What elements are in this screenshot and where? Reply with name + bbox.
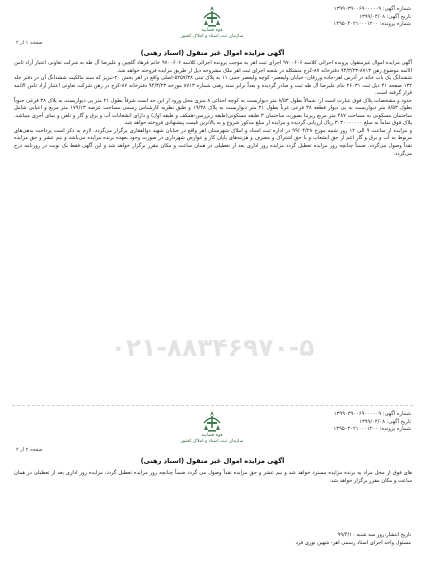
judiciary-emblem-icon bbox=[199, 4, 225, 28]
notice1-emblem bbox=[170, 4, 254, 40]
notice2-reference bbox=[261, 411, 411, 434]
notice-divider bbox=[12, 405, 413, 406]
page-label: صفحه ۱ از ۲ bbox=[16, 40, 43, 46]
notice1-title: آگهی مزایده اموال غیر منقول (اسناد رهنی) bbox=[140, 49, 285, 57]
paragraph: های فوق از محل مزاد به برنده مزایده مسترد خواهد شد و نیم عشر و حق مزایده نقداً وصول می گردد ضمناً چنانچه روز مزایده تعطیل گردد، مزایده روز اداری بعد از تعطیلی در همان ساعت و مکان مقرر برگزار خواهد شد. bbox=[14, 470, 412, 484]
emblem-caption-2: سازمان ثبت اسناد و املاک کشور bbox=[180, 34, 244, 39]
page-label: صفحه ۲ از ۲ bbox=[16, 447, 43, 453]
notice-date: تاریخ آگهی: ۱۳۹۹/۰۴/۰۸ bbox=[359, 418, 411, 425]
publication-date: تاریخ انتشار:روز سه شنبه ۹۹/۴/۱۰ bbox=[337, 532, 411, 538]
paragraph: آگهی مزایده اموال غیرمنقول پرونده اجرائی کلاسه ۹۷۰۰۶۰۶ اجرای ثبت اهر به موجب پرونده اجرائی کلاسه ۹۷۰۰۶۰۶ خانم فرهاد گلچین و علیرضا آل طه به شرکت تعاونی اعتبار آزاد ثامن الائمه موضوع رهن ۸۷۱۳-۹۴/۳/۲۳ دفترخانه ۸۷-کرج متشکله در شعبه اجرای ثبت اهر ملک مشروحه ذیل از طریق مزایده فروخته خواهد شد. bbox=[14, 60, 412, 74]
notice2-title: آگهی مزایده اموال غیر منقول (اسناد رهنی) bbox=[140, 457, 285, 465]
emblem-caption-1: قوه قضاییه bbox=[201, 28, 223, 33]
emblem-caption-2: سازمان ثبت اسناد و املاک کشور bbox=[180, 439, 244, 444]
official-signature: مسئول واحد اجرای اسناد رسمی اهر- شهین نوری فرد bbox=[295, 539, 411, 546]
phone-watermark: ۰۲۱-۸۸۳۴۶۹۷۰-۵ bbox=[110, 333, 315, 362]
judiciary-emblem-icon bbox=[199, 409, 225, 433]
notice-number: شماره آگهی: ۱۳۹۹۰۳۹۰۰۶۹۰۰۰۰۰۹ bbox=[333, 6, 411, 12]
notice2-emblem bbox=[170, 409, 254, 445]
paragraph: و مزایده از ساعت ۹ الی ۱۲ روز شنبه مورخ ۹۹/۰۴/۲۸ در اداره ثبت اسناد و املاک شهرستان اهر واقع در خیابان شهید ذوالفقاری برگزار می‌گردد. لازم به ذکر است پرداخت بدهی‌های مربوط به آب و برق و گاز اعم از حق انشعاب و یا حق اشتراک و مصرف و هزینه‌های پایان کار و عوارض شهرداری در صورت وجود بعهده برنده مزایده می‌باشد و نیم عشر و حق مزایده نقداً وصول می‌گردد. ضمناً چنانچه روز مزایده تعطیل گردد مزایده روز اداری بعد از تعطیلی در همان ساعت و مکان مقرر برگزار خواهد شد و این آگهی فقط یک نوبت در روزنامه درج می‌گردد. bbox=[14, 127, 412, 157]
notice1-reference bbox=[261, 6, 411, 29]
notice1-body bbox=[14, 60, 412, 158]
case-number: شماره پرونده: ۱۳۹۵۰۴۰۲۱۰۰۰۱۲۰۰ bbox=[333, 21, 411, 27]
case-number: شماره پرونده: ۱۳۹۵۰۴۰۲۱۰۰۰۱۲۰۰ bbox=[333, 426, 411, 432]
paragraph: ششدانگ یک باب خانه در آدرس اهر-جاده ورزقان- خیابان ولیعصر- کوچه ولیعصر جنبی ۱۱ به پلاک ثبتی ۵۲۵۷/۳۸-اصلی واقع در اهر بخش ۲۰-تبریز که سند مالکیت ششدانگ آن در دفتر جلد ۱۳۲ صفحه ۳۱ ذیل ثبت ۲۶۰۳۱ بنام علیرضا آل طه ثبت و صادر گردیده و بعداً برابر سند رهنی شماره ۸۷۱۳ مورخه ۹۴/۳/۲۳ دفترخانه ۸۷-کرج در رهن شرکت تعاونی اعتبار آزاد ثامن الائمه قرار گرفته است. bbox=[14, 75, 412, 97]
emblem-caption-1: قوه قضاییه bbox=[201, 433, 223, 438]
notice2-body bbox=[14, 470, 412, 485]
notice-date: تاریخ آگهی: ۱۳۹۹/۰۴/۰۸ bbox=[359, 13, 411, 20]
notice-number: شماره آگهی: ۱۳۹۹۰۳۹۰۰۶۹۰۰۰۰۰۹ bbox=[333, 411, 411, 417]
paragraph: حدود و مشخصات پلاک فوق عبارت است از: شمالاً بطول ۸/۵۳ متر دیواریست به کوچه احداثی ۸ متری محل ورود از این حد است شرقاً بطول ۲۱ متر پی دیواریست به پلاک ۳۸ فرعی جنوباً بطول ۸/۵۳ متر دیواریست به پی دیوار قطعه ۳۸ فرعی غرباً بطول ۲۱ متر دیواریست به پلاک ۱۹/۳۸ و طبق نظریه کارشناس رسمی مساحت عرصه ۱۷۹/۱۳ متر مربع و اعیانی شامل ساختمان مسکونی به مساحت ۴۸۷ متر مربع زیربنا بصورت ساختمان ۳ طبقه مسکونی(طبقه زیرزمین-همکف و طبقه اول) و دارای انشعابات آب و برق و گاز و تلفن و نمای آجری میباشد. پلاک فوق تماماً به مبلغ ۳۰۳۰۰۰۰۰۰۰ ریال ارزیابی گردیده و مزایده از مبلغ مذکور شروع و به بالاترین قیمت پیشنهادی فروخته خواهد شد. bbox=[14, 97, 413, 127]
notice2-signature bbox=[111, 532, 411, 547]
